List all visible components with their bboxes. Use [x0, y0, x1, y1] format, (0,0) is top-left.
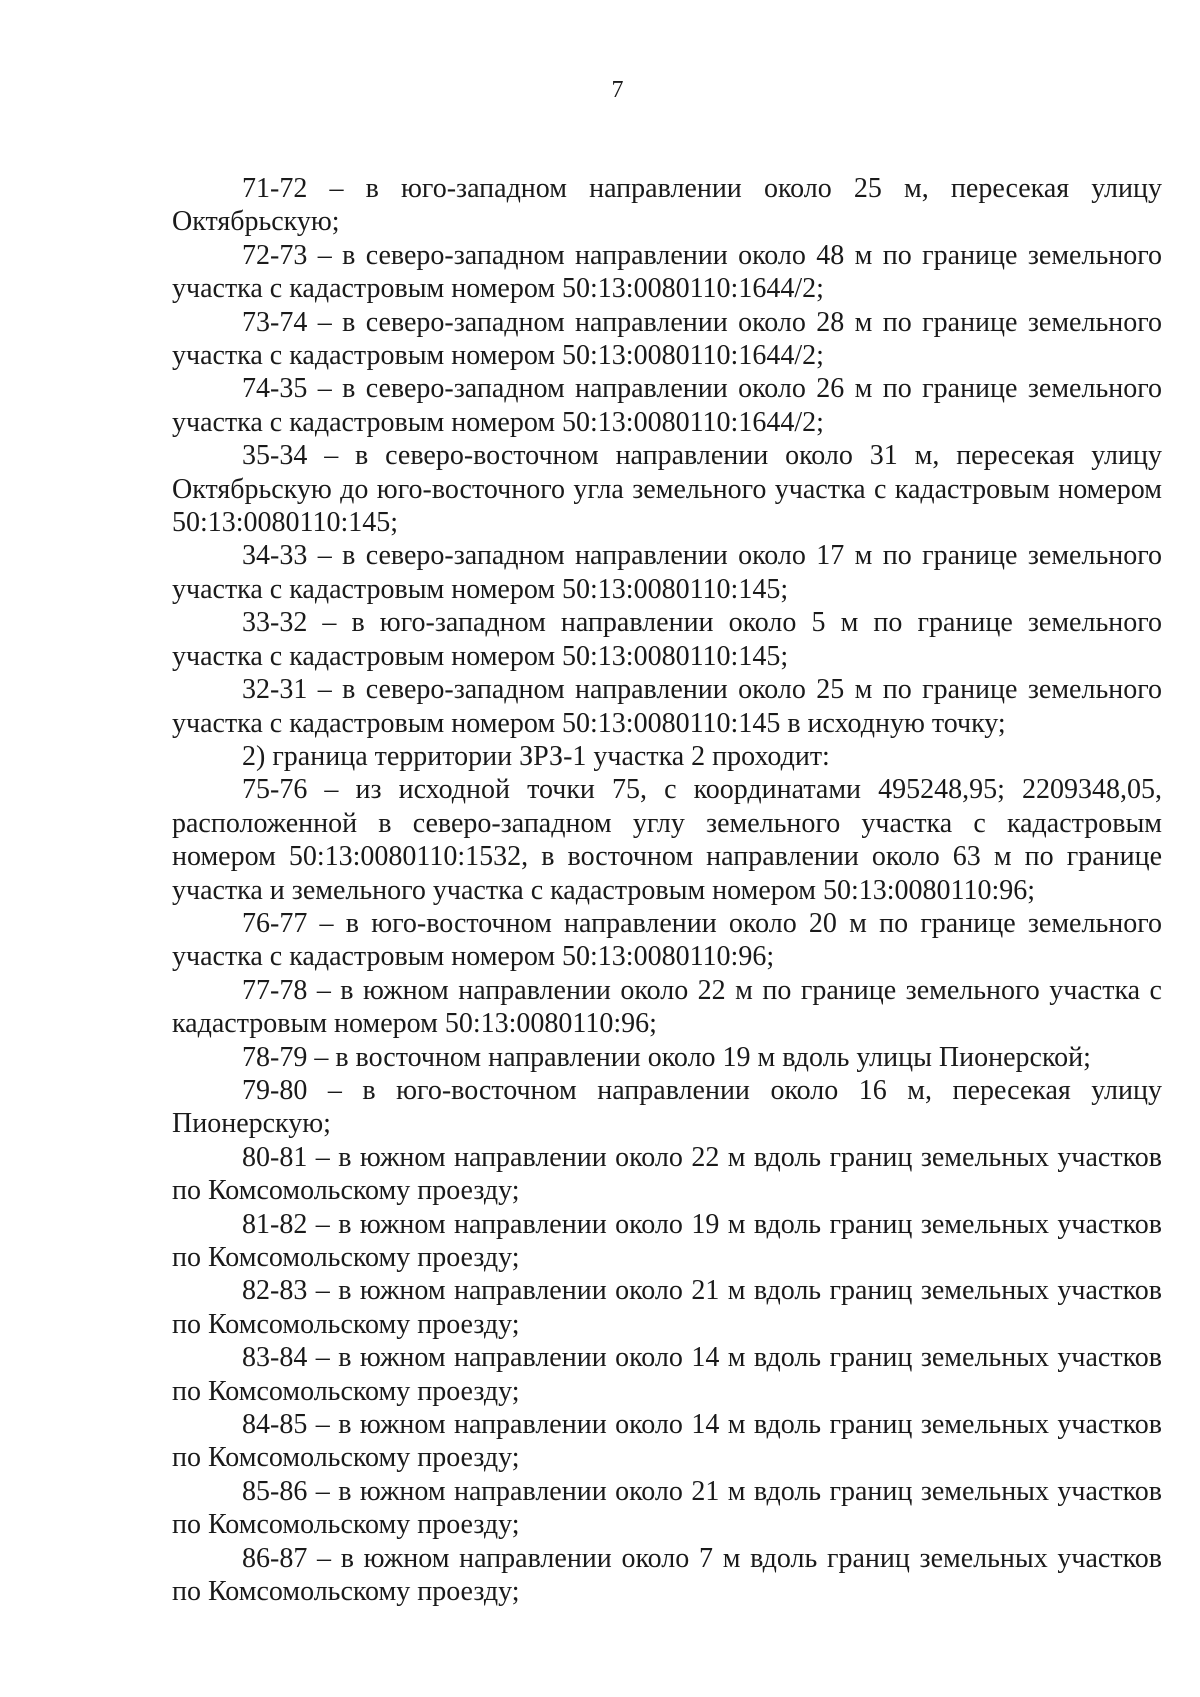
- paragraph-segment-86-87: 86-87 – в южном направлении около 7 м вдоль границ земельных участков по Комсомольскому проезду;: [172, 1542, 1162, 1608]
- paragraph-segment-35-34: 35-34 – в северо-восточном направлении около 31 м, пересекая улицу Октябрьскую до юго-восточного угла земельного участка с кадастровым номером 50:13:0080110:145;: [172, 440, 1162, 539]
- document-body: [172, 172, 1162, 1608]
- paragraph-segment-74-35: 74-35 – в северо-западном направлении около 26 м по границе земельного участка с кадастровым номером 50:13:0080110:1644/2;: [172, 373, 1162, 438]
- paragraph-segment-85-86: 85-86 – в южном направлении около 21 м вдоль границ земельных участков по Комсомольскому проезду;: [172, 1475, 1162, 1541]
- paragraph-segment-72-73: 72-73 – в северо-западном направлении около 48 м по границе земельного участка с кадастровым номером 50:13:0080110:1644/2;: [172, 239, 1162, 305]
- paragraph-segment-33-32: 33-32 – в юго-западном направлении около 5 м по границе земельного участка с кадастровым номером 50:13:0080110:145;: [172, 607, 1162, 672]
- paragraph-segment-73-74: 73-74 – в северо-западном направлении около 28 м по границе земельного участка с кадастровым номером 50:13:0080110:1644/2;: [172, 306, 1162, 372]
- paragraph-segment-83-84: 83-84 – в южном направлении около 14 м вдоль границ земельных участков по Комсомольскому проезду;: [172, 1342, 1162, 1407]
- paragraph-segment-79-80: 79-80 – в юго-восточном направлении около 16 м, пересекая улицу Пионерскую;: [172, 1074, 1162, 1140]
- paragraph-segment-34-33: 34-33 – в северо-западном направлении около 17 м по границе земельного участка с кадастровым номером 50:13:0080110:145;: [172, 540, 1162, 605]
- paragraph-segment-80-81: 80-81 – в южном направлении около 22 м вдоль границ земельных участков по Комсомольскому проезду;: [172, 1141, 1162, 1207]
- section-heading-zrz-1-plot-2: 2) граница территории ЗРЗ-1 участка 2 проходит:: [242, 740, 830, 772]
- page-number: 7: [611, 77, 624, 103]
- paragraph-segment-76-77: 76-77 – в юго-восточном направлении около 20 м по границе земельного участка с кадастровым номером 50:13:0080110:96;: [172, 907, 1162, 973]
- paragraph-segment-82-83: 82-83 – в южном направлении около 21 м вдоль границ земельных участков по Комсомольскому проезду;: [172, 1275, 1162, 1340]
- paragraph-segment-75-76: 75-76 – из исходной точки 75, с координатами 495248,95; 2209348,05, расположенной в северо-западном углу земельного участка с кадастровым номером 50:13:0080110:1532, в восточном направлении около 63 м по границе участка и земельного участка с кадастровым номером 50:13:0080110:96;: [172, 774, 1162, 906]
- paragraph-segment-81-82: 81-82 – в южном направлении около 19 м вдоль границ земельных участков по Комсомольскому проезду;: [172, 1208, 1162, 1273]
- paragraph-segment-78-79: 78-79 – в восточном направлении около 19 м вдоль улицы Пионерской;: [242, 1041, 1091, 1073]
- paragraph-segment-32-31: 32-31 – в северо-западном направлении около 25 м по границе земельного участка с кадастровым номером 50:13:0080110:145 в исходную точку;: [172, 674, 1162, 739]
- paragraph-segment-71-72: 71-72 – в юго-западном направлении около 25 м, пересекая улицу Октябрьскую;: [172, 173, 1162, 238]
- paragraph-segment-77-78: 77-78 – в южном направлении около 22 м по границе земельного участка с кадастровым номером 50:13:0080110:96;: [172, 974, 1162, 1040]
- paragraph-segment-84-85: 84-85 – в южном направлении около 14 м вдоль границ земельных участков по Комсомольскому проезду;: [172, 1409, 1162, 1474]
